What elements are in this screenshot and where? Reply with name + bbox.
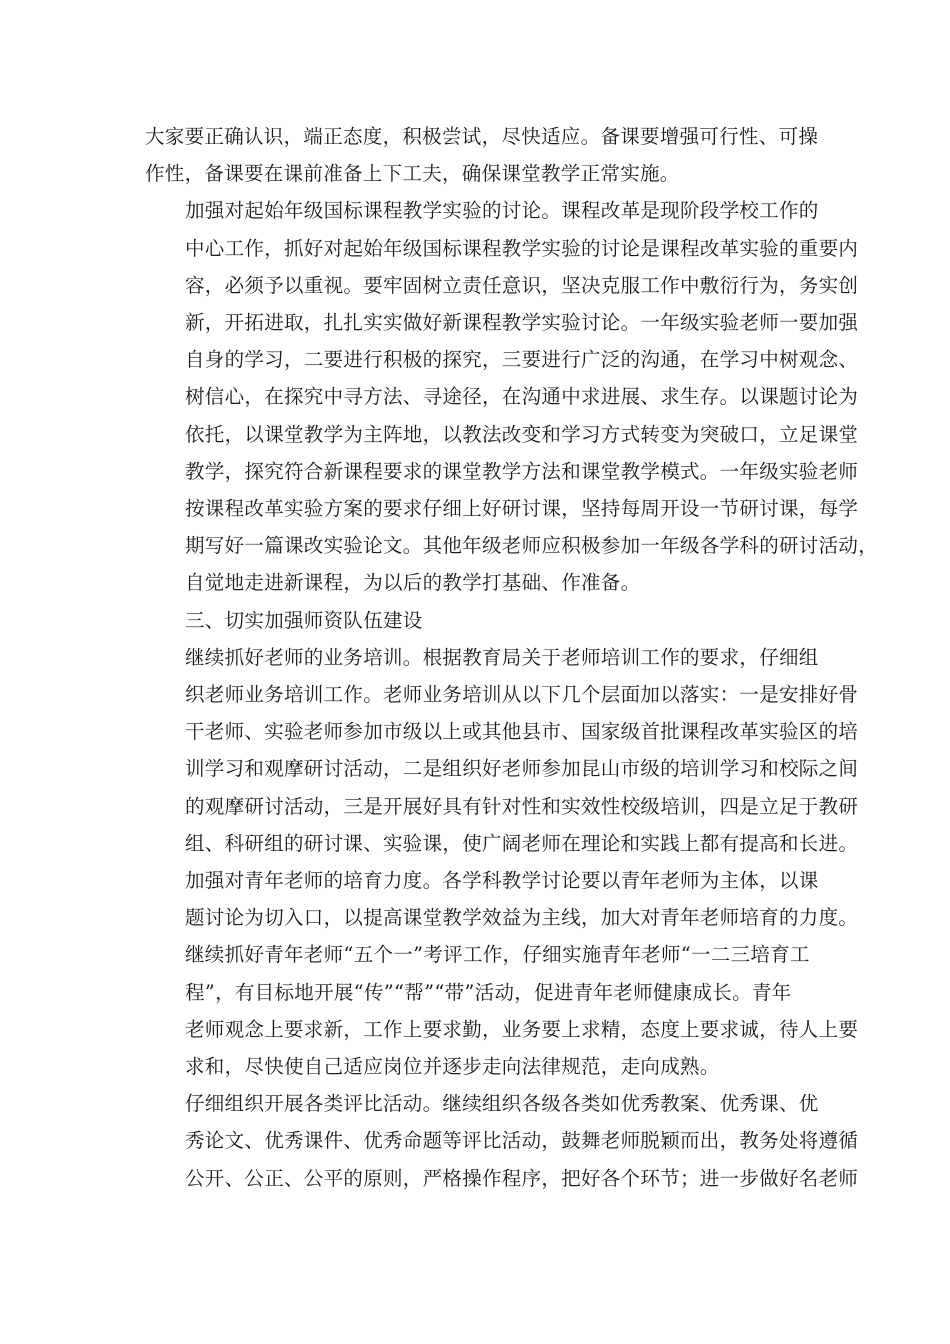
text-line: 组、科研组的研讨课、实验课，使广阔老师在理论和实践上都有提高和长进。 xyxy=(185,831,859,855)
text-line: 程”，有目标地开展“传”“帮”“带”活动，促进青年老师健康成长。青年 xyxy=(185,980,792,1004)
text-line: 干老师、实验老师参加市级以上或其他县市、国家级首批课程改革实验区的培 xyxy=(185,720,859,744)
text-line: 秀论文、优秀课件、优秀命题等评比活动，鼓舞老师脱颖而出，教务处将遵循 xyxy=(185,1129,859,1153)
paragraph xyxy=(145,192,879,601)
paragraph xyxy=(145,862,859,1085)
text-line: 仔细组织开展各类评比活动。继续组织各级各类如优秀教案、优秀课、优 xyxy=(185,1092,819,1116)
text-line: 加强对青年老师的培育力度。各学科教学讨论要以青年老师为主体，以课 xyxy=(185,869,819,893)
paragraph xyxy=(145,118,819,192)
document-page xyxy=(145,118,879,1197)
text-line: 老师观念上要求新，工作上要求勤，业务要上求精，态度上要求诚，待人上要 xyxy=(185,1017,859,1041)
text-line: 的观摩研讨活动，三是开展好具有针对性和实效性校级培训，四是立足于教研 xyxy=(185,794,859,818)
text-line: 树信心，在探究中寻方法、寻途径，在沟通中求进展、求生存。以课题讨论为 xyxy=(185,385,859,409)
text-line: 加强对起始年级国标课程教学实验的讨论。课程改革是现阶段学校工作的 xyxy=(185,199,819,223)
text-line: 织老师业务培训工作。老师业务培训从以下几个层面加以落实：一是安排好骨 xyxy=(185,683,859,707)
paragraph xyxy=(145,1085,859,1197)
text-line: 新，开拓进取，扎扎实实做好新课程教学实验讨论。一年级实验老师一要加强 xyxy=(185,311,859,335)
text-line: 中心工作，抓好对起始年级国标课程教学实验的讨论是课程改革实验的重要内 xyxy=(185,236,859,260)
paragraph xyxy=(145,602,805,639)
text-line: 容，必须予以重视。要牢固树立责任意识，坚决克服工作中敷衍行为，务实创 xyxy=(185,273,859,297)
text-line: 自觉地走进新课程，为以后的教学打基础、作准备。 xyxy=(185,571,641,595)
text-line: 三、切实加强师资队伍建设 xyxy=(185,608,423,632)
text-line: 继续抓好老师的业务培训。根据教育局关于老师培训工作的要求，仔细组 xyxy=(185,645,819,669)
paragraph xyxy=(145,639,859,862)
text-line: 题讨论为切入口，以提高课堂教学效益为主线，加大对青年老师培育的力度。 xyxy=(185,906,859,930)
text-line: 继续抓好青年老师“五个一”考评工作，仔细实施青年老师“一二三培育工 xyxy=(185,943,810,967)
text-line: 求和，尽快使自己适应岗位并逐步走向法律规范，走向成熟。 xyxy=(185,1055,720,1079)
text-line: 教学，探究符合新课程要求的课堂教学方法和课堂教学模式。一年级实验老师 xyxy=(185,459,859,483)
text-line: 作性，备课要在课前准备上下工夫，确保课堂教学正常实施。 xyxy=(145,162,680,186)
text-line: 训学习和观摩研讨活动，二是组织好老师参加昆山市级的培训学习和校际之间 xyxy=(185,757,859,781)
text-line: 按课程改革实验方案的要求仔细上好研讨课，坚持每周开设一节研讨课，每学 xyxy=(185,497,859,521)
text-line: 期写好一篇课改实验论文。其他年级老师应积极参加一年级各学科的研讨活动， xyxy=(185,534,879,558)
text-line: 大家要正确认识，端正态度，积极尝试，尽快适应。备课要增强可行性、可操 xyxy=(145,125,819,148)
text-line: 公开、公正、公平的原则，严格操作程序，把好各个环节；进一步做好名老师 xyxy=(185,1166,859,1190)
text-line: 依托，以课堂教学为主阵地，以教法改变和学习方式转变为突破口，立足课堂 xyxy=(185,422,859,446)
text-line: 自身的学习，二要进行积极的探究，三要进行广泛的沟通，在学习中树观念、 xyxy=(185,348,859,372)
